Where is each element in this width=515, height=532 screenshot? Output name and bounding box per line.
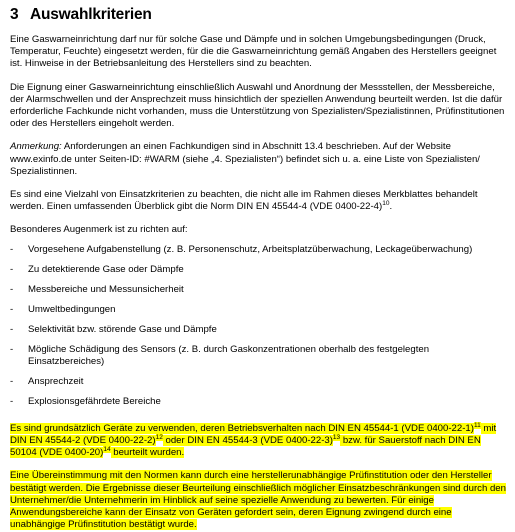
- list-dash: -: [10, 303, 14, 315]
- list-dash: -: [10, 323, 14, 335]
- list-item: [10, 376, 506, 388]
- list-item-text: Explosionsgefährdete Bereiche: [28, 395, 161, 407]
- highlighted-text: oder DIN EN 45544-3 (VDE 0400-22-3): [162, 435, 333, 447]
- paragraph-scope: Eine Gaswarneinrichtung darf nur für solche Gase und Dämpfe und in solchen Umgebungsbedingungen (Druck, Temperatur, Feuchte) eingesetzt werden, für die die Gaswarneinrichtung gemäß Angaben des Herstellers geeignet ist. Hinweise in der Betriebsanleitung des Herstellers sind zu beachten.: [10, 34, 497, 70]
- note-label: Anmerkung:: [10, 141, 62, 153]
- footnote-ref-12: 12: [155, 433, 163, 441]
- section-number: 3: [10, 6, 19, 23]
- list-dash: -: [10, 375, 14, 387]
- list-item: [10, 284, 506, 296]
- highlighted-text: beurteilt wurden.: [110, 447, 185, 459]
- paragraph-suitability: Die Eignung einer Gaswarneinrichtung einschließlich Auswahl und Anordnung der Messstellen, der Messbereiche, der Alarmschwellen und der Ansprechzeit muss hinsichtlich der speziellen Anwendung beurteilt werden. Ist die dafür erforderliche Fachkunde nicht vorhanden, muss die Unterstützung von Spezialisten/Spezialistinnen, Prüfinstitutionen oder des Herstellers eingeholt werden.: [10, 81, 505, 130]
- list-item-text: Messbereiche und Messunsicherheit: [28, 283, 184, 295]
- footnote-ref-14: 14: [103, 446, 111, 454]
- section-heading: [10, 6, 515, 24]
- list-item: [10, 304, 506, 316]
- list-item: [10, 244, 506, 256]
- section-title: Auswahlkriterien: [30, 6, 152, 23]
- list-item-text: Zu detektierende Gase oder Dämpfe: [28, 263, 184, 275]
- highlighted-text: bzw. für Sauerstoff nach DIN EN 50104 (VDE 0400-20): [10, 435, 481, 459]
- highlighted-paragraph-conformity: [10, 470, 506, 531]
- criteria-list: [10, 244, 506, 408]
- list-item-text: Ansprechzeit: [28, 375, 84, 387]
- paragraph-criteria: [10, 189, 506, 213]
- paragraph-focus-intro: Besonderes Augenmerk ist zu richten auf:: [10, 224, 188, 236]
- list-dash: -: [10, 283, 14, 295]
- footnote-ref-10: 10: [382, 200, 390, 208]
- note-text: Anforderungen an einen Fachkundigen sind in Abschnitt 13.4 beschrieben. Auf der Website www.exinfo.de unter Seiten-ID: #WARM (siehe „4. Spezialisten“) befindet sich u. a. eine Liste von Spezialisten/ Spezialistinnen.: [10, 141, 480, 177]
- list-item-text: Vorgesehene Aufgabenstellung (z. B. Personenschutz, Arbeitsplatzüberwachung, Leckageüberwachung): [28, 243, 473, 255]
- highlighted-paragraph-standards: [10, 423, 506, 460]
- list-item-text: Mögliche Schädigung des Sensors (z. B. durch Gaskonzentrationen oberhalb des festgelegten Einsatzbereiches): [28, 343, 430, 367]
- paragraph-note: [10, 141, 506, 178]
- list-dash: -: [10, 263, 14, 275]
- footnote-ref-13: 13: [332, 433, 341, 441]
- list-item: [10, 396, 506, 408]
- list-item: [10, 344, 506, 368]
- list-dash: -: [10, 343, 14, 355]
- highlighted-text: Es sind grundsätzlich Geräte zu verwenden, deren Betriebsverhalten nach DIN EN 45544-1 (VDE 0400-22-1): [10, 422, 474, 434]
- list-dash: -: [10, 395, 14, 407]
- list-dash: -: [10, 243, 14, 255]
- list-item: [10, 264, 506, 276]
- highlighted-text: Eine Übereinstimmung mit den Normen kann durch eine herstellerunabhängige Prüfinstitution oder den Hersteller bestätigt werden. Die Ergebnisse dieser Beurteilung einschließlich möglicher Einsatzbeschränkungen sind durch den Unternehmer/die Unternehmerin im Hinblick auf seine spezielle Anwendung zu bewerten. Für einige Anwendungsbereiche kann der Einsatz von Geräten gefordert sein, deren Eignung zwingend durch eine unabhängige Prüfinstitution bestätigt wurde.: [10, 470, 506, 531]
- highlighted-text: mit DIN EN 45544-2 (VDE 0400-22-2): [10, 422, 497, 447]
- list-item-text: Umweltbedingungen: [28, 303, 116, 315]
- list-item-text: Selektivität bzw. störende Gase und Dämpfe: [28, 323, 217, 335]
- criteria-end: .: [389, 201, 393, 213]
- footnote-ref-11: 11: [473, 421, 481, 429]
- criteria-text: Es sind eine Vielzahl von Einsatzkriterien zu beachten, die nicht alle im Rahmen dieses Merkblattes behandelt werden. Einen umfassenden Überblick gibt die Norm DIN EN 45544-4 (VDE 0400-22-4): [10, 189, 478, 213]
- list-item: [10, 324, 506, 336]
